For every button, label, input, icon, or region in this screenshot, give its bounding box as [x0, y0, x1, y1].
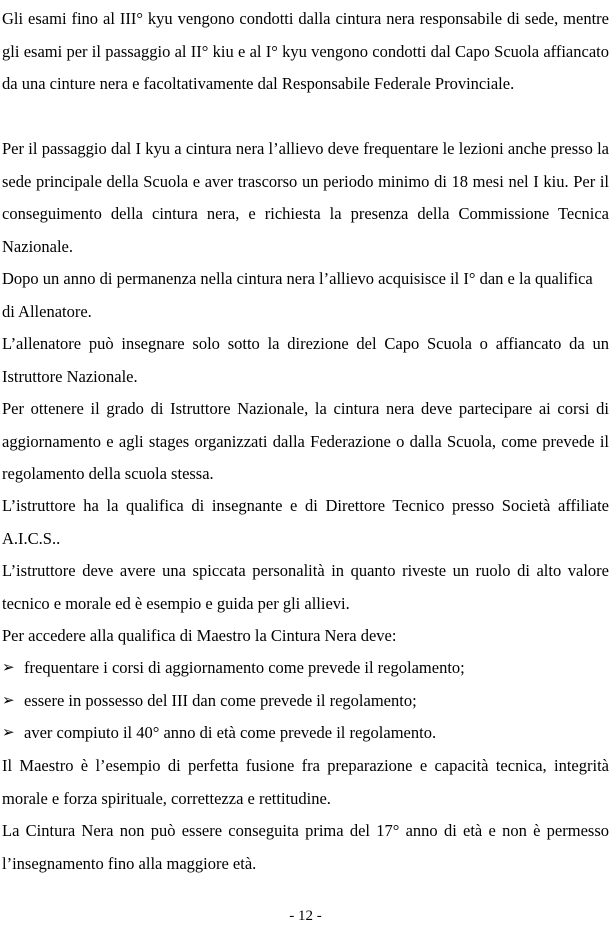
- paragraph-istruttore-personalita: L’istruttore deve avere una spiccata personalità in quanto riveste un ruolo di alto valore tecnico e morale ed è esempio e guida per gli allievi.: [2, 561, 609, 613]
- arrow-bullet-icon: ➢: [2, 660, 15, 676]
- list-item: [2, 685, 609, 718]
- paragraph-istruttore-nazionale: Per ottenere il grado di Istruttore Nazionale, la cintura nera deve partecipare ai corsi di aggiornamento e agli stages organizzati dalla Federazione o dalla Scuola, come prevede il regolamento della scuola stessa.: [2, 399, 609, 483]
- paragraph-age-rule: La Cintura Nera non può essere conseguita prima del 17° anno di età e non è permesso l’insegnamento fino alla maggiore età.: [2, 821, 609, 873]
- list-item-text: frequentare i corsi di aggiornamento come prevede il regolamento;: [24, 658, 465, 677]
- page-number: - 12 -: [289, 908, 322, 924]
- arrow-bullet-icon: ➢: [2, 725, 15, 741]
- paragraph-first-dan: Dopo un anno di permanenza nella cintura nera l’allievo acquisisce il I° dan e la qualifica di Allenatore.: [2, 269, 593, 321]
- paragraph-maestro-definition: Il Maestro è l’esempio di perfetta fusione fra preparazione e capacità tecnica, integrità morale e forza spirituale, correttezza e rettitudine.: [2, 756, 609, 808]
- list-item-text: essere in possesso del III dan come prevede il regolamento;: [24, 690, 417, 710]
- list-item: [2, 717, 609, 750]
- list-item: [2, 652, 609, 685]
- paragraph-maestro-intro: Per accedere alla qualifica di Maestro la Cintura Nera deve:: [2, 626, 397, 645]
- maestro-requirements-list: [2, 652, 609, 750]
- paragraph-exam-conduct: Gli esami fino al III° kyu vengono condotti dalla cintura nera responsabile di sede, mentre gli esami per il passaggio al II° kiu e al I° kyu vengono condotti dal Capo Scuola affiancato da una cinture nera e facoltativamente dal Responsabile Federale Provinciale.: [2, 9, 609, 93]
- paragraph-black-belt-passage: Per il passaggio dal I kyu a cintura nera l’allievo deve frequentare le lezioni anche presso la sede principale della Scuola e aver trascorso un periodo minimo di 18 mesi nel I kiu. Per il conseguimento della cintura nera, e richiesta la presenza della Commissione Tecnica Nazionale.: [2, 139, 609, 256]
- paragraph-allenatore: L’allenatore può insegnare solo sotto la direzione del Capo Scuola o affiancato da un Istruttore Nazionale.: [2, 334, 609, 386]
- list-item-text: aver compiuto il 40° anno di età come prevede il regolamento.: [24, 723, 437, 742]
- arrow-bullet-icon: ➢: [2, 692, 15, 709]
- paragraph-istruttore-qualifica: L’istruttore ha la qualifica di insegnante e di Direttore Tecnico presso Società affiliate A.I.C.S..: [2, 496, 609, 548]
